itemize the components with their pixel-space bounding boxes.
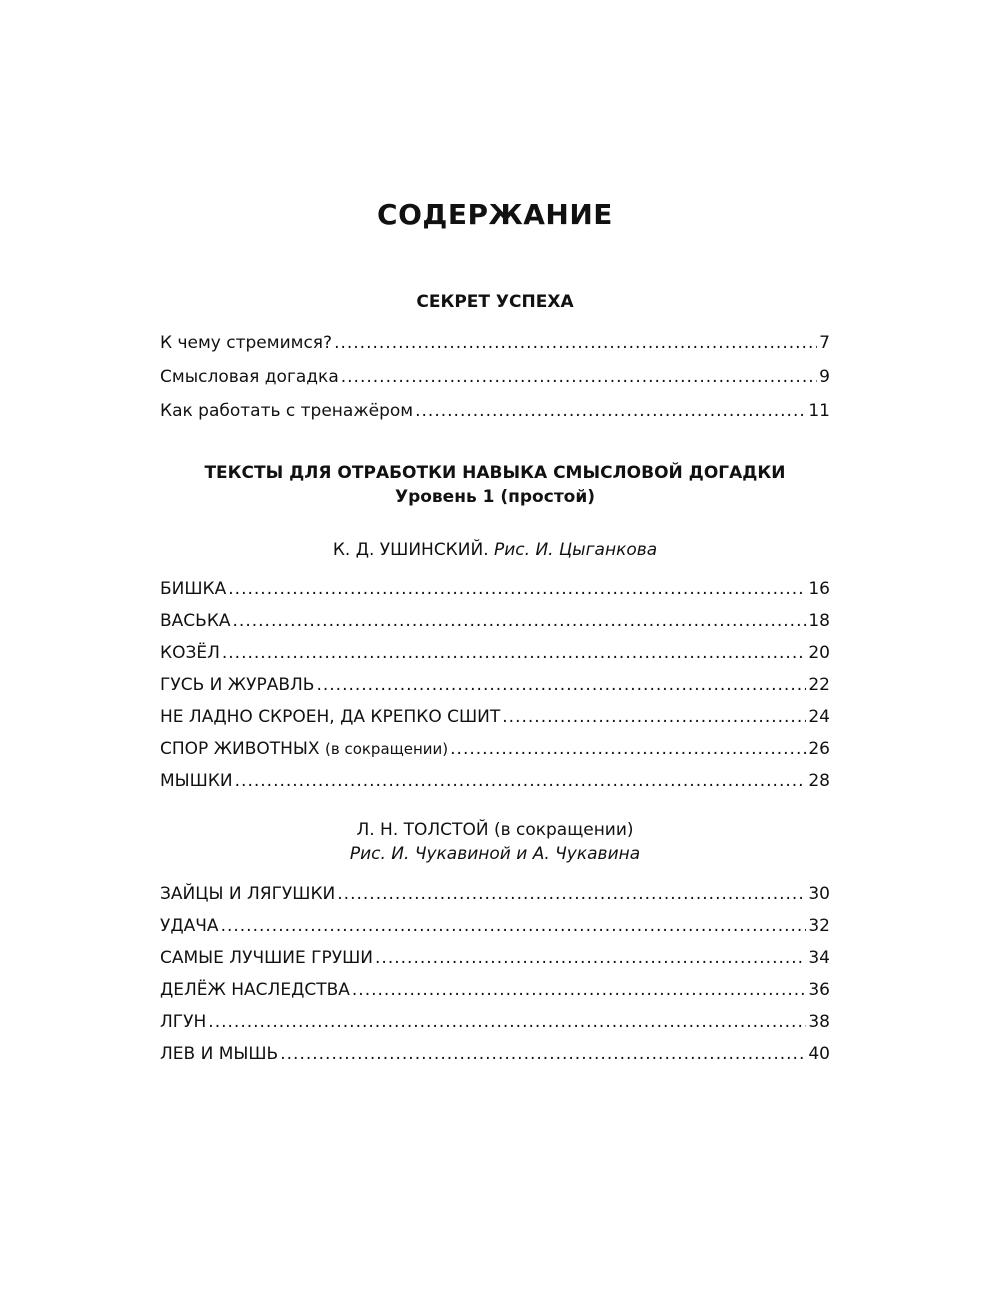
section-heading: ТЕКСТЫ ДЛЯ ОТРАБОТКИ НАВЫКА СМЫСЛОВОЙ ДОГАДКИ <box>204 463 786 483</box>
dot-leader <box>502 701 806 733</box>
section-heading: СЕКРЕТ УСПЕХА <box>416 292 574 312</box>
dot-leader <box>233 605 807 637</box>
dot-leader <box>235 765 807 797</box>
toc-entry[interactable]: ЛГУН ..... 38 <box>160 1006 830 1038</box>
section-texts <box>160 463 830 507</box>
dot-leader <box>337 878 806 910</box>
dot-leader <box>316 669 806 701</box>
toc-entry[interactable]: ЗАЙЦЫ И ЛЯГУШКИ ..... 30 <box>160 878 830 910</box>
dot-leader <box>208 1006 806 1038</box>
level-heading: Уровень 1 (простой) <box>394 487 596 507</box>
tolstoy-entries <box>160 878 830 1070</box>
toc-entry[interactable]: УДАЧА ..... 32 <box>160 910 830 942</box>
section-secret-of-success <box>160 292 830 428</box>
ushinsky-entries <box>160 573 830 797</box>
dot-leader <box>415 394 806 428</box>
dot-leader <box>352 974 806 1006</box>
toc-entry[interactable]: БИШКА ..... 16 <box>160 573 830 605</box>
toc-entry[interactable]: НЕ ЛАДНО СКРОЕН, ДА КРЕПКО СШИТ ..... 24 <box>160 701 830 733</box>
toc-entry[interactable]: ВАСЬКА ..... 18 <box>160 605 830 637</box>
dot-leader <box>450 733 806 765</box>
author-heading: Л. Н. ТОЛСТОЙ (в сокращении) <box>356 820 634 840</box>
dot-leader <box>221 910 807 942</box>
dot-leader <box>334 326 817 360</box>
toc-entry[interactable]: ДЕЛЁЖ НАСЛЕДСТВА ..... 36 <box>160 974 830 1006</box>
dot-leader <box>280 1038 806 1070</box>
dot-leader <box>222 637 806 669</box>
toc-entry[interactable]: СПОР ЖИВОТНЫХ (в сокращении) ..... 26 <box>160 733 830 765</box>
dot-leader <box>375 942 806 974</box>
toc-entry[interactable]: Как работать с тренажёром ..... 11 <box>160 394 830 428</box>
toc-entry[interactable]: ГУСЬ И ЖУРАВЛЬ ..... 22 <box>160 669 830 701</box>
illustrator-credit: Рис. И. Чукавиной и А. Чукавина <box>349 844 641 864</box>
toc-entry[interactable]: САМЫЕ ЛУЧШИЕ ГРУШИ ..... 34 <box>160 942 830 974</box>
page-title: СОДЕРЖАНИЕ <box>377 198 613 231</box>
toc-entry[interactable]: ЛЕВ И МЫШЬ ..... 40 <box>160 1038 830 1070</box>
toc-entry[interactable]: Смысловая догадка ..... 9 <box>160 360 830 394</box>
dot-leader <box>341 360 817 394</box>
toc-entry[interactable]: К чему стремимся? ..... 7 <box>160 326 830 360</box>
author-ushinsky <box>160 540 830 560</box>
toc-entry[interactable]: МЫШКИ ..... 28 <box>160 765 830 797</box>
author-tolstoy <box>160 820 830 864</box>
dot-leader <box>228 573 806 605</box>
toc-entry[interactable]: КОЗЁЛ ..... 20 <box>160 637 830 669</box>
author-heading: К. Д. УШИНСКИЙ. Рис. И. Цыганкова <box>332 540 658 560</box>
